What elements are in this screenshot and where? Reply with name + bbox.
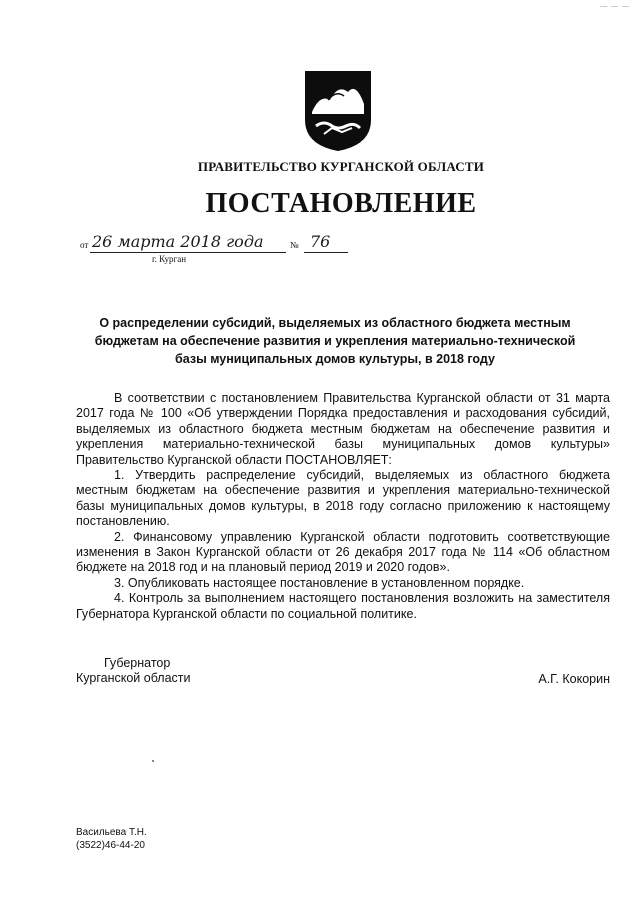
clause-2-paragraph: 2. Финансовому управлению Курганской области подготовить соответствующие изменения в Закон Курганской области от 26 декабря 2017 года № 114 «Об областном бюджете на 2018 год и на плановый период 2019 и 2020 годов».: [76, 529, 610, 575]
scan-mark: — — —: [600, 3, 630, 10]
signatory-position: Губернатор: [104, 656, 171, 670]
document-type: ПОСТАНОВЛЕНИЕ: [205, 188, 477, 219]
executor-info: [76, 826, 147, 852]
preamble-paragraph: В соответствии с постановлением Правительства Курганской области от 31 марта 2017 года № 100 «Об утверждении Порядка предоставления и расходования субсидий, выделяемых из областного бюджета местным бюджетам на обеспечение развития и укрепления материально-технической базы муниципальных домов культуры» Правительство Курганской области ПОСТАНОВЛЯЕТ:: [76, 391, 610, 467]
number-label: №: [290, 240, 299, 250]
signatory-region: Курганской области: [76, 671, 191, 686]
signatory-name: А.Г. Кокорин: [538, 672, 610, 686]
clause-4-paragraph: 4. Контроль за выполнением настоящего постановления возложить на заместителя Губернатора Курганской области по социальной политике.: [76, 591, 610, 621]
clause-1-paragraph: 1. Утвердить распределение субсидий, выделяемых из областного бюджета местным бюджетам на обеспечение развития и укрепления материально-технической базы муниципальных домов культуры, в 2018 году согласно приложению к настоящему постановлению.: [76, 468, 610, 529]
handwritten-number: 76: [310, 232, 331, 251]
executor-phone: (3522)46-44-20: [76, 840, 145, 851]
number-underline: [304, 252, 348, 253]
government-name: ПРАВИТЕЛЬСТВО КУРГАНСКОЙ ОБЛАСТИ: [197, 159, 485, 174]
date-from-label: от: [80, 240, 89, 250]
date-number-line: [80, 234, 400, 270]
resolution-body: [76, 391, 610, 622]
signatory-title: [76, 656, 191, 687]
resolution-title: О распределении субсидий, выделяемых из областного бюджета местным бюджетам на обеспечение развития и укрепления материально-технической базы муниципальных домов культуры, в 2018 году: [94, 316, 576, 366]
date-underline: [90, 252, 286, 253]
city-label: г. Курган: [152, 254, 187, 264]
clause-3-paragraph: 3. Опубликовать настоящее постановление в установленном порядке.: [114, 575, 525, 590]
executor-name: Васильева Т.Н.: [76, 827, 147, 838]
handwritten-date: 26 марта 2018 года: [92, 232, 264, 251]
scan-speck: [152, 760, 154, 762]
coat-of-arms-emblem: [302, 70, 374, 152]
